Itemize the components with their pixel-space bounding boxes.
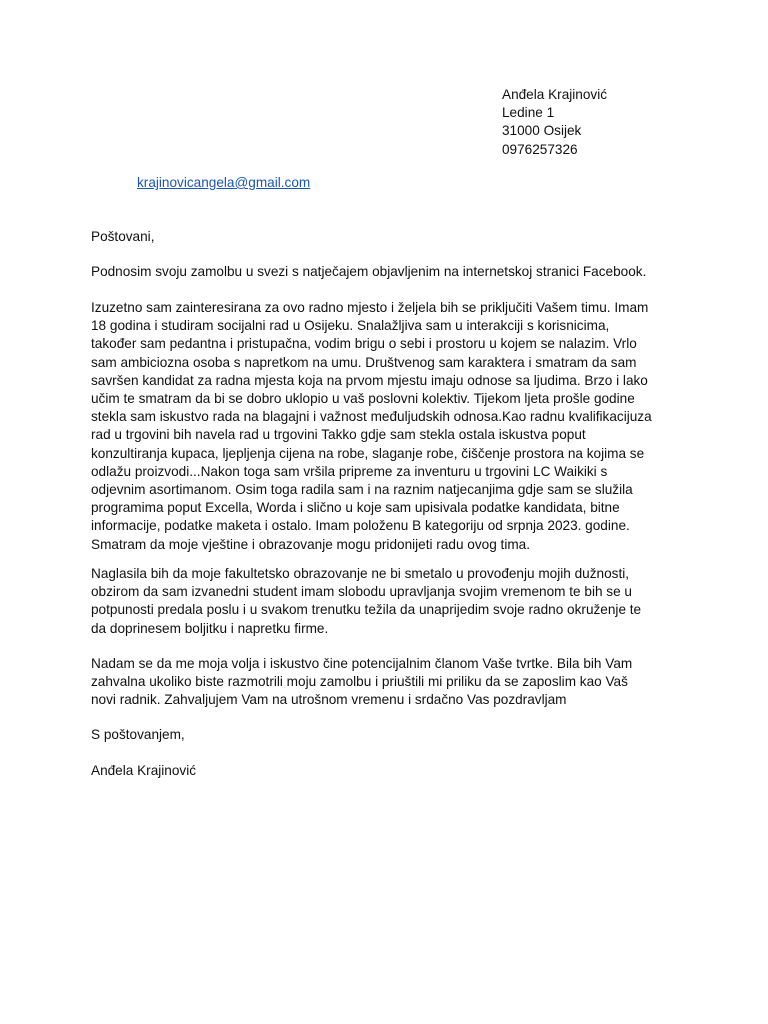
paragraph-line: konzultiranja kupaca, ljepljenja cijena na robe, slaganje robe, čiščenje prostora na kojima se bbox=[91, 445, 645, 461]
paragraph-line: 18 godina i studiram socijalni rad u Osijeku. Snalažljiva sam u interakciji s korisnicima, bbox=[91, 318, 610, 334]
paragraph-line: također sam pedantna i pristupačna, vodim brigu o sebi i prostoru u kojem se nalazim. Vrlo bbox=[91, 336, 637, 352]
sender-phone: 0976257326 bbox=[502, 141, 578, 157]
paragraph-line: obzirom da sam izvanedni student imam slobodu upravljanja svojim vremenom te bih se u bbox=[91, 584, 632, 600]
paragraph-line: odjevnim asortimanom. Osim toga radila sam i na raznim natjecanjima gdje sam se služila bbox=[91, 482, 633, 498]
paragraph-line: rad u trgovini bih navela rad u trgovini Takko gdje sam stekla ostala iskustva poput bbox=[91, 427, 586, 443]
greeting: Poštovani, bbox=[91, 229, 155, 244]
paragraph-line: sam ambiciozna osoba s napretkom na umu. Društvenog sam karaktera i smatram da sam bbox=[91, 354, 637, 370]
paragraph-line: savršen kandidat za radna mjesta koja na prvom mjestu imaju odnose sa ljudima. Brzo i lako bbox=[91, 372, 648, 388]
sender-name: Anđela Krajinović bbox=[502, 87, 608, 102]
paragraph-line: Izuzetno sam zainteresirana za ovo radno mjesto i željela bih se priključiti Vašem timu. Imam bbox=[91, 300, 649, 315]
paragraph-line: zahvalna ukoliko biste razmotrili moju zamolbu i priuštili mi priliku da se zaposlim kao Vaš bbox=[91, 674, 628, 690]
sender-address-block bbox=[502, 86, 607, 159]
paragraph-line: stekla sam iskustvo rada na blagajni i važnost međuljudskih odnosa.Kao radnu kvalifikacijuza bbox=[91, 409, 652, 425]
paragraph-line: programima poput Excella, Worda i slično u koje sam upisivala podatke kandidata, bitne bbox=[91, 500, 620, 516]
signature-name: Anđela Krajinović bbox=[91, 763, 197, 778]
paragraph-education bbox=[91, 565, 641, 638]
paragraph-line: Smatram da moje vještine i obrazovanje mogu pridonijeti radu ovog tima. bbox=[91, 536, 530, 552]
paragraph-experience bbox=[91, 299, 652, 554]
paragraph-line: da doprinesem boljitku i napretku firme. bbox=[91, 620, 329, 636]
closing-salutation: S poštovanjem, bbox=[91, 727, 185, 742]
paragraph-line: potpunosti predala poslu i u svakom trenutku težila da unaprijedim svoje radno okruženje te bbox=[91, 602, 642, 618]
paragraph-closing-remarks bbox=[91, 655, 632, 710]
sender-street: Ledine 1 bbox=[502, 105, 555, 121]
paragraph-line: učim te smatram da bi se dobro uklopio u vaš poslovni kolektiv. Tijekom ljeta prošle godine bbox=[91, 391, 635, 407]
paragraph-line: novi radnik. Zahvaljujem Vam na utrošnom vremenu i srdačno Vas pozdravljam bbox=[91, 692, 567, 708]
intro-paragraph: Podnosim svoju zamolbu u svezi s natječajem objavljenim na internetskoj stranici Facebook. bbox=[91, 264, 647, 279]
sender-city: 31000 Osijek bbox=[502, 123, 582, 139]
email-link[interactable]: krajinovicangela@gmail.com bbox=[137, 175, 311, 190]
paragraph-line: odlažu proizvodi...Nakon toga sam vršila pripreme za inventuru u trgovini LC Waikiki s bbox=[91, 463, 608, 479]
paragraph-line: informacije, podatke maketa i ostalo. Imam položenu B kategoriju od srpnja 2023. godine. bbox=[91, 518, 630, 534]
paragraph-line: Nadam se da me moja volja i iskustvo čine potencijalnim članom Vaše tvrtke. Bila bih Vam bbox=[91, 656, 633, 671]
paragraph-line: Naglasila bih da moje fakultetsko obrazovanje ne bi smetalo u provođenju mojih dužnosti, bbox=[91, 566, 630, 581]
